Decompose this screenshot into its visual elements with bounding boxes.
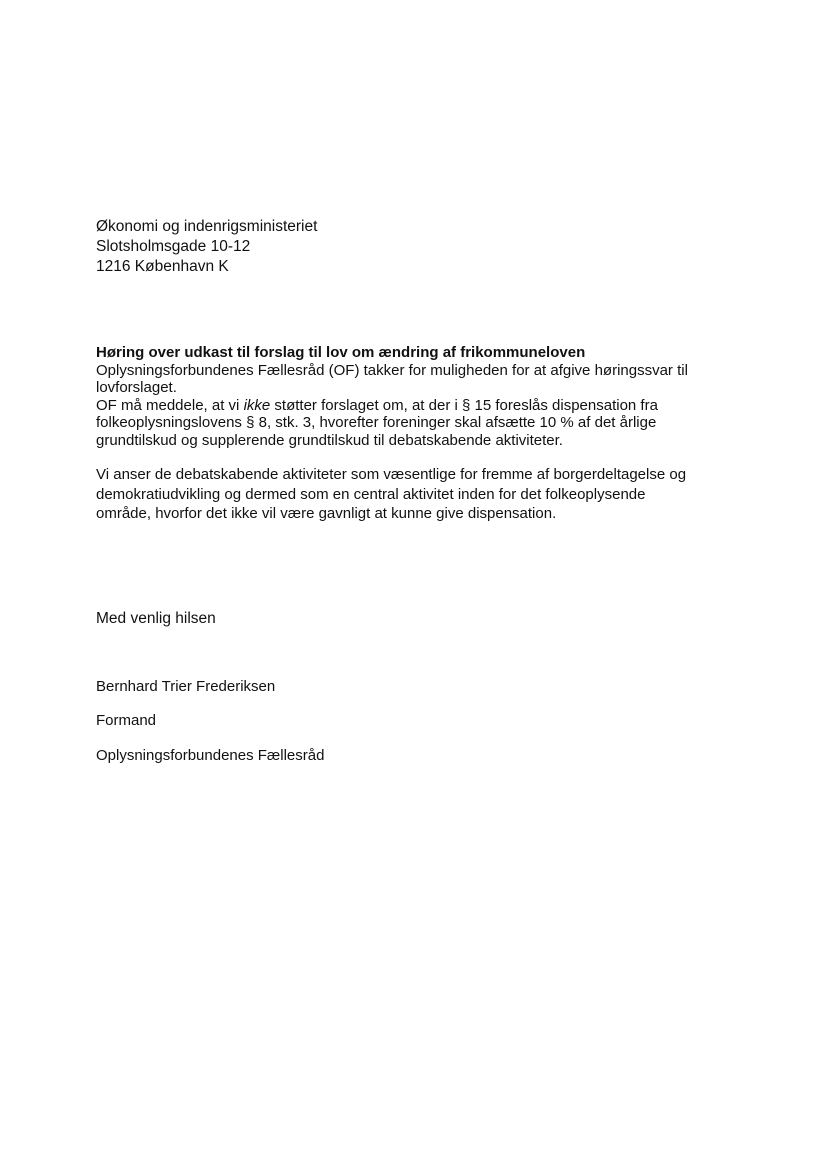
- paragraph-2-line-1-pre: OF må meddele, at vi: [96, 396, 244, 414]
- paragraph-2-line-1-post: støtter forslaget om, at der i § 15 foreslås dispensation fra: [270, 396, 658, 414]
- recipient-address: [96, 217, 317, 277]
- recipient-line-1: Økonomi og indenrigsministeriet: [96, 218, 318, 235]
- paragraph-3: [96, 466, 736, 523]
- paragraph-1: [96, 362, 736, 397]
- paragraph-2: [96, 397, 736, 450]
- paragraph-3-line-3: område, hvorfor det ikke vil være gavnligt at kunne give dispensation.: [96, 505, 557, 522]
- recipient-line-3: 1216 København K: [96, 258, 229, 275]
- paragraph-2-emphasis: ikke: [243, 396, 271, 414]
- paragraph-1-line-2: lovforslaget.: [96, 379, 177, 396]
- paragraph-2-line-2: folkeoplysningslovens § 8, stk. 3, hvorefter foreninger skal afsætte 10 % af det årlige: [96, 414, 657, 431]
- signatory-name: Bernhard Trier Frederiksen: [96, 678, 276, 695]
- paragraph-3-line-1: Vi anser de debatskabende aktiviteter som væsentlige for fremme af borgerdeltagelse og: [96, 466, 687, 483]
- paragraph-2-line-3: grundtilskud og supplerende grundtilskud til debatskabende aktiviteter.: [96, 431, 563, 449]
- paragraph-2-line-1: [96, 397, 736, 415]
- letter-body: [96, 344, 736, 523]
- closing-greeting: Med venlig hilsen: [96, 610, 216, 627]
- signatory-organization: Oplysningsforbundenes Fællesråd: [96, 747, 325, 764]
- letter-subject: Høring over udkast til forslag til lov om ændring af frikommuneloven: [96, 344, 586, 361]
- recipient-line-2: Slotsholmsgade 10-12: [96, 238, 251, 255]
- paragraph-3-line-2: demokratiudvikling og dermed som en central aktivitet inden for det folkeoplysende: [96, 485, 646, 503]
- signatory-title: Formand: [96, 712, 157, 729]
- paragraph-1-line-1: Oplysningsforbundenes Fællesråd (OF) takker for muligheden for at afgive høringssvar til: [96, 361, 688, 379]
